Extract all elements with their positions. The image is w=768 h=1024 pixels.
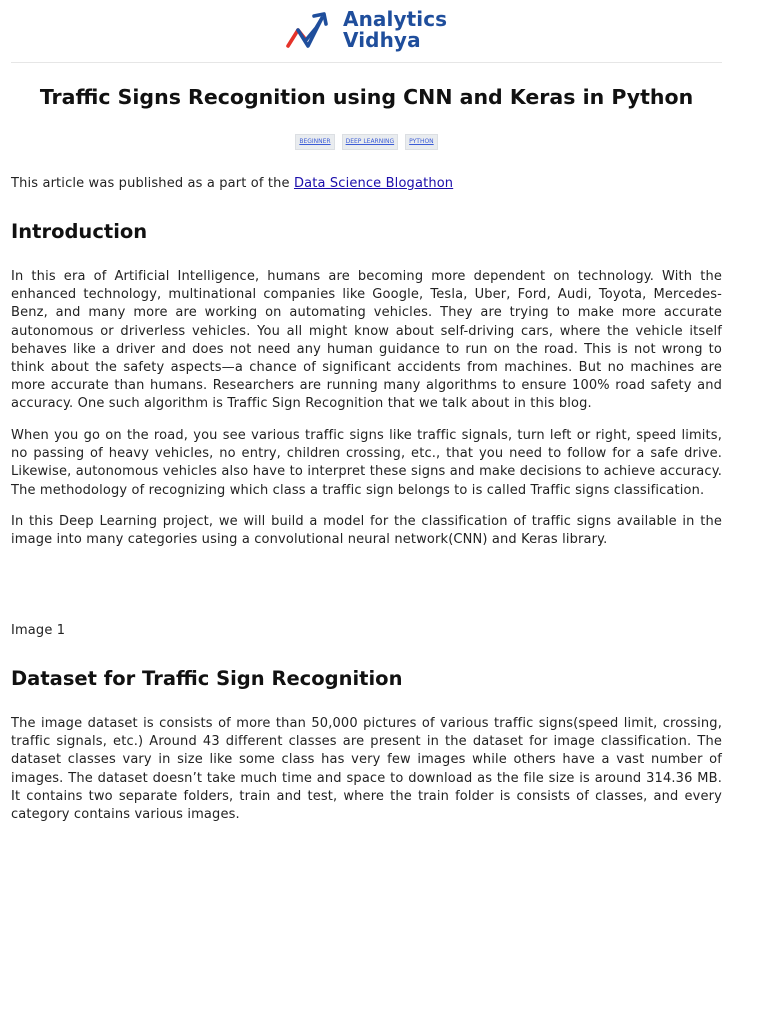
site-header <box>11 0 722 63</box>
intro-paragraph-3: In this Deep Learning project, we will build a model for the classification of traffic signs available in the image into many categories using a convolutional neural network(CNN) and Keras library. <box>11 514 722 548</box>
analytics-vidhya-logo[interactable] <box>286 8 461 54</box>
tag-beginner[interactable]: BEGINNER <box>295 134 334 150</box>
tag-deep-learning[interactable]: DEEP LEARNING <box>342 134 399 150</box>
blogathon-link[interactable]: Data Science Blogathon <box>293 176 454 191</box>
published-prefix: This article was published as a part of the <box>11 176 294 191</box>
trend-arrow-icon <box>286 10 338 52</box>
tag-python[interactable]: PYTHON <box>405 134 438 150</box>
section-heading-dataset: Dataset for Traffic Sign Recognition <box>11 667 403 690</box>
article-title: Traffic Signs Recognition using CNN and Keras in Python <box>39 85 694 109</box>
image-caption: Image 1 <box>11 623 66 638</box>
tag-list <box>11 134 722 150</box>
logo-wordmark <box>343 9 447 51</box>
logo-line-1: Analytics <box>343 7 448 31</box>
intro-paragraph-1: In this era of Artificial Intelligence, humans are becoming more dependent on technology. With the enhanced technology, multinational companies like Google, Tesla, Uber, Ford, Audi, Toyota, Mercedes-Benz, and many more are working on automating vehicles. They are trying to make more accurate autonomous or driverless vehicles. You all might know about self-driving cars, where the vehicle itself behaves like a driver and does not need any human guidance to run on the road. This is not wrong to think about the safety aspects—a chance of significant accidents from machines. But no machines are more accurate than humans. Researchers are running many algorithms to ensure 100% road safety and accuracy. One such algorithm is Traffic Sign Recognition that we talk about in this blog. <box>11 269 722 412</box>
dataset-paragraph-1: The image dataset is consists of more than 50,000 pictures of various traffic signs(speed limit, crossing, traffic signals, etc.) Around 43 different classes are present in the dataset for image classification. The dataset classes vary in size like some class has very few images while others have a vast number of images. The dataset doesn’t take much time and space to download as the file size is around 314.36 MB. It contains two separate folders, train and test, where the train folder is consists of classes, and every category contains various images. <box>11 716 722 823</box>
section-heading-introduction: Introduction <box>11 220 148 243</box>
intro-paragraph-2: When you go on the road, you see various traffic signs like traffic signals, turn left or right, speed limits, no passing of heavy vehicles, no entry, children crossing, etc., that you need to follow for a safe drive. Likewise, autonomous vehicles also have to interpret these signs and make decisions to achieve accuracy. The methodology of recognizing which class a traffic sign belongs to is called Traffic signs classification. <box>11 428 722 498</box>
logo-line-2: Vidhya <box>343 28 421 52</box>
published-note <box>11 175 722 193</box>
